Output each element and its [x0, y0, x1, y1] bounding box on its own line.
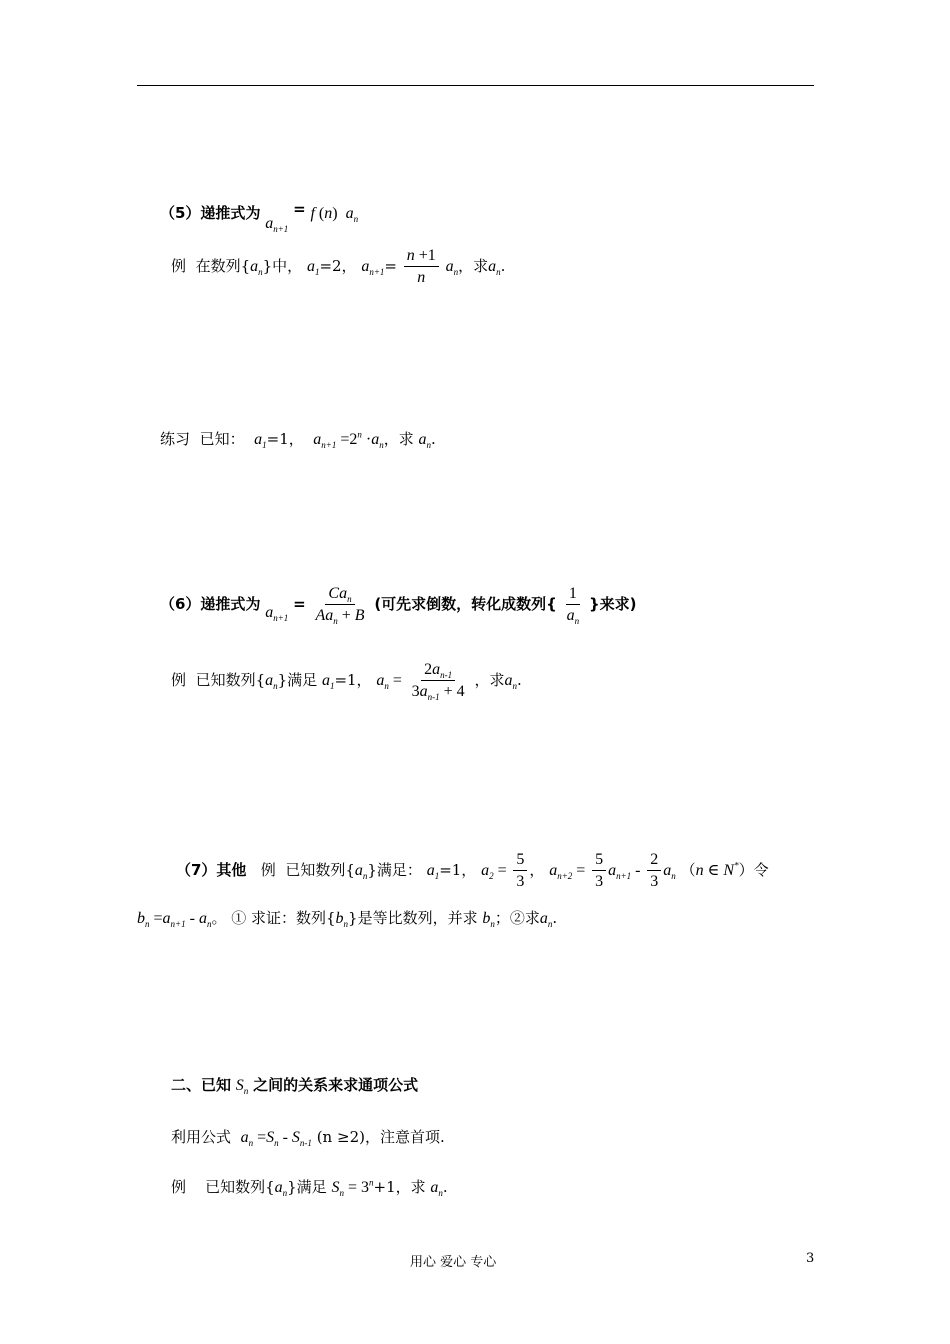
section2-formula: 利用公式 $a_n =S_n - S_{n-1}$ (n ≥2)，注意首项. — [171, 1128, 445, 1149]
section6-heading: （6）递推式为 $a_{n+1}$ = $\frac{Ca_n}{Aa_n + B}$ (可先求倒数，转化成数列{ $\frac{1}{a_n}$ }来求) — [160, 585, 637, 627]
section7-line1: （7）其他 例 已知数列$\{a_n\}$满足： $a_1=1$， $a_2$ = $\frac{5}{3}$ ， $a_{n+2}$ = $\frac{5}{3}$ $a_{n+1}$ - $\frac{2}{3}$ $a_n$ （n ∈ N*）令 — [176, 851, 769, 890]
header-rule — [137, 85, 814, 86]
section6-example: 例 已知数列$\{a_n\}$满足 $a_1=1$， $a_n$ = $\frac{2a_{n-1}}{3a_{n-1} + 4}$ ，求$a_n$. — [171, 661, 522, 703]
section5-heading: （5）递推式为 $a_{n+1} = f$ (n) $a_n$ — [160, 200, 359, 235]
footer-motto: 用心 爱心 专心 — [410, 1255, 497, 1270]
section5-example: 例 在数列$\{a_n\}$中， $a_1=2$， $a_{n+1}=$ $\frac{n +1}{n}$ $a_n$，求$a_n$. — [171, 247, 506, 286]
page-number: 3 — [806, 1251, 815, 1266]
section5-practice: 练习 已知： $a_1=1$， $a_{n+1} =2^n \cdot a_n$，求 $a_n$. — [160, 429, 436, 451]
section2-heading: 二、已知 $S_n$ 之间的关系来求通项公式 — [171, 1076, 419, 1097]
section7-line2: $b_n =a_{n+1} - a_n$。 ① 求证：数列$\{b_n\}$是等比数列，并求 $b_n$；②求$a_n$. — [137, 909, 558, 930]
section2-example: 例 已知数列$\{a_n\}$满足 $S_n = 3^n+1$，求 $a_n$. — [171, 1177, 448, 1199]
